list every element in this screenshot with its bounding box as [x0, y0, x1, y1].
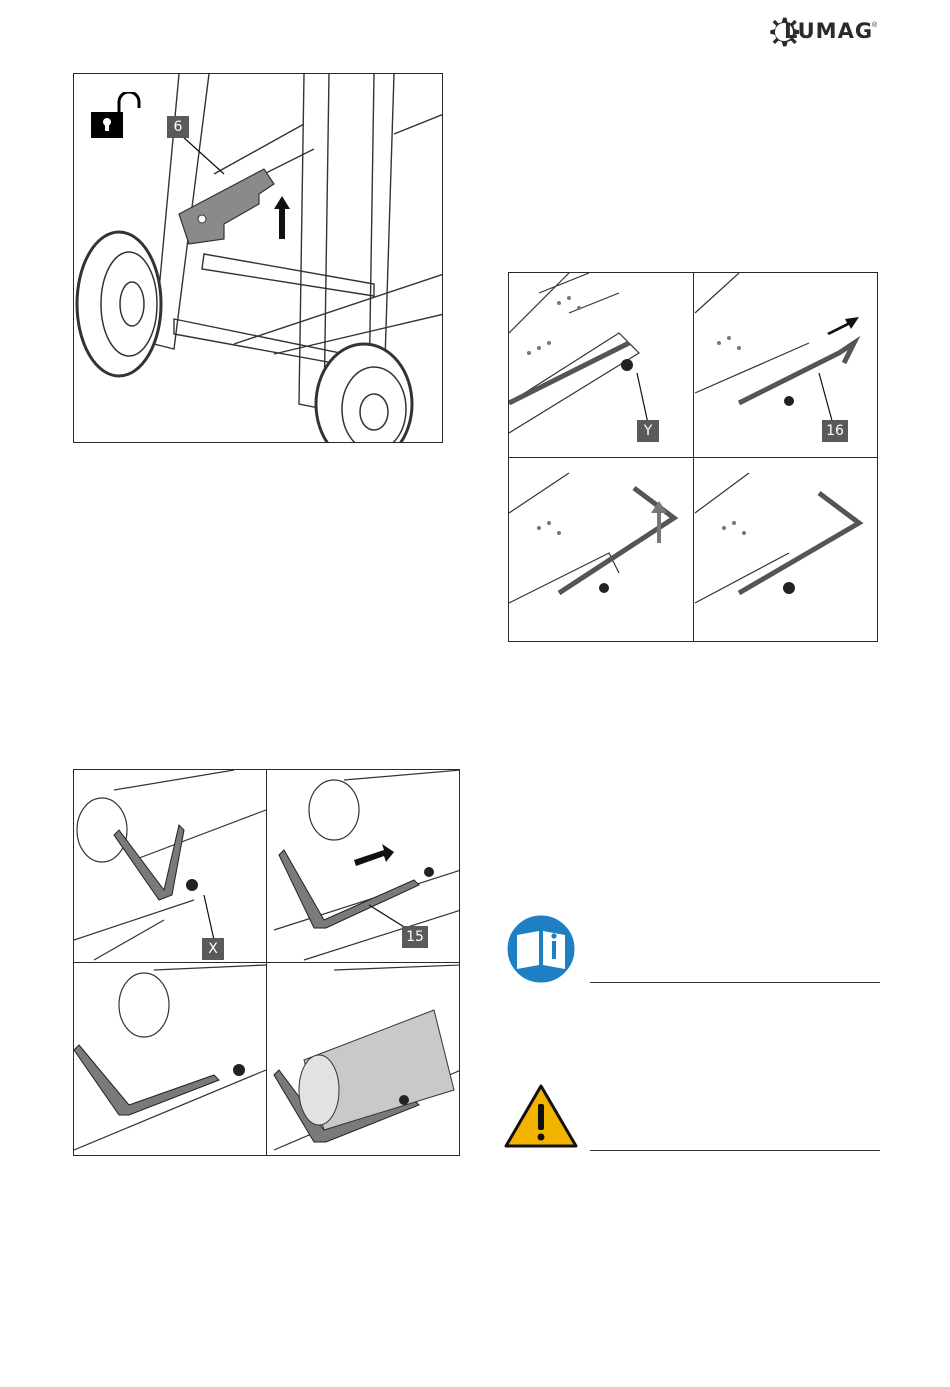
- info-note-rule: [590, 982, 880, 983]
- brand-name: LUMAG: [784, 19, 874, 43]
- part-label-15: 15: [402, 926, 428, 948]
- part-label-y: Y: [637, 420, 659, 442]
- warning-note-rule: [590, 1150, 880, 1151]
- part-label-6: 6: [167, 116, 189, 138]
- figure-stand-lock: [73, 73, 443, 443]
- warning-triangle-icon: [504, 1084, 578, 1150]
- manual-info-icon: [505, 913, 577, 985]
- unlocked-padlock-icon: [89, 92, 149, 142]
- cradle-illustration: [74, 770, 460, 1156]
- brand-logo: [762, 10, 882, 52]
- figure-rod-assembly: [508, 272, 878, 642]
- registered-mark: ®: [872, 22, 878, 29]
- part-label-16: 16: [822, 420, 848, 442]
- rod-illustration: [509, 273, 878, 642]
- part-label-x: X: [202, 938, 224, 960]
- figure-cradle-assembly: [73, 769, 460, 1156]
